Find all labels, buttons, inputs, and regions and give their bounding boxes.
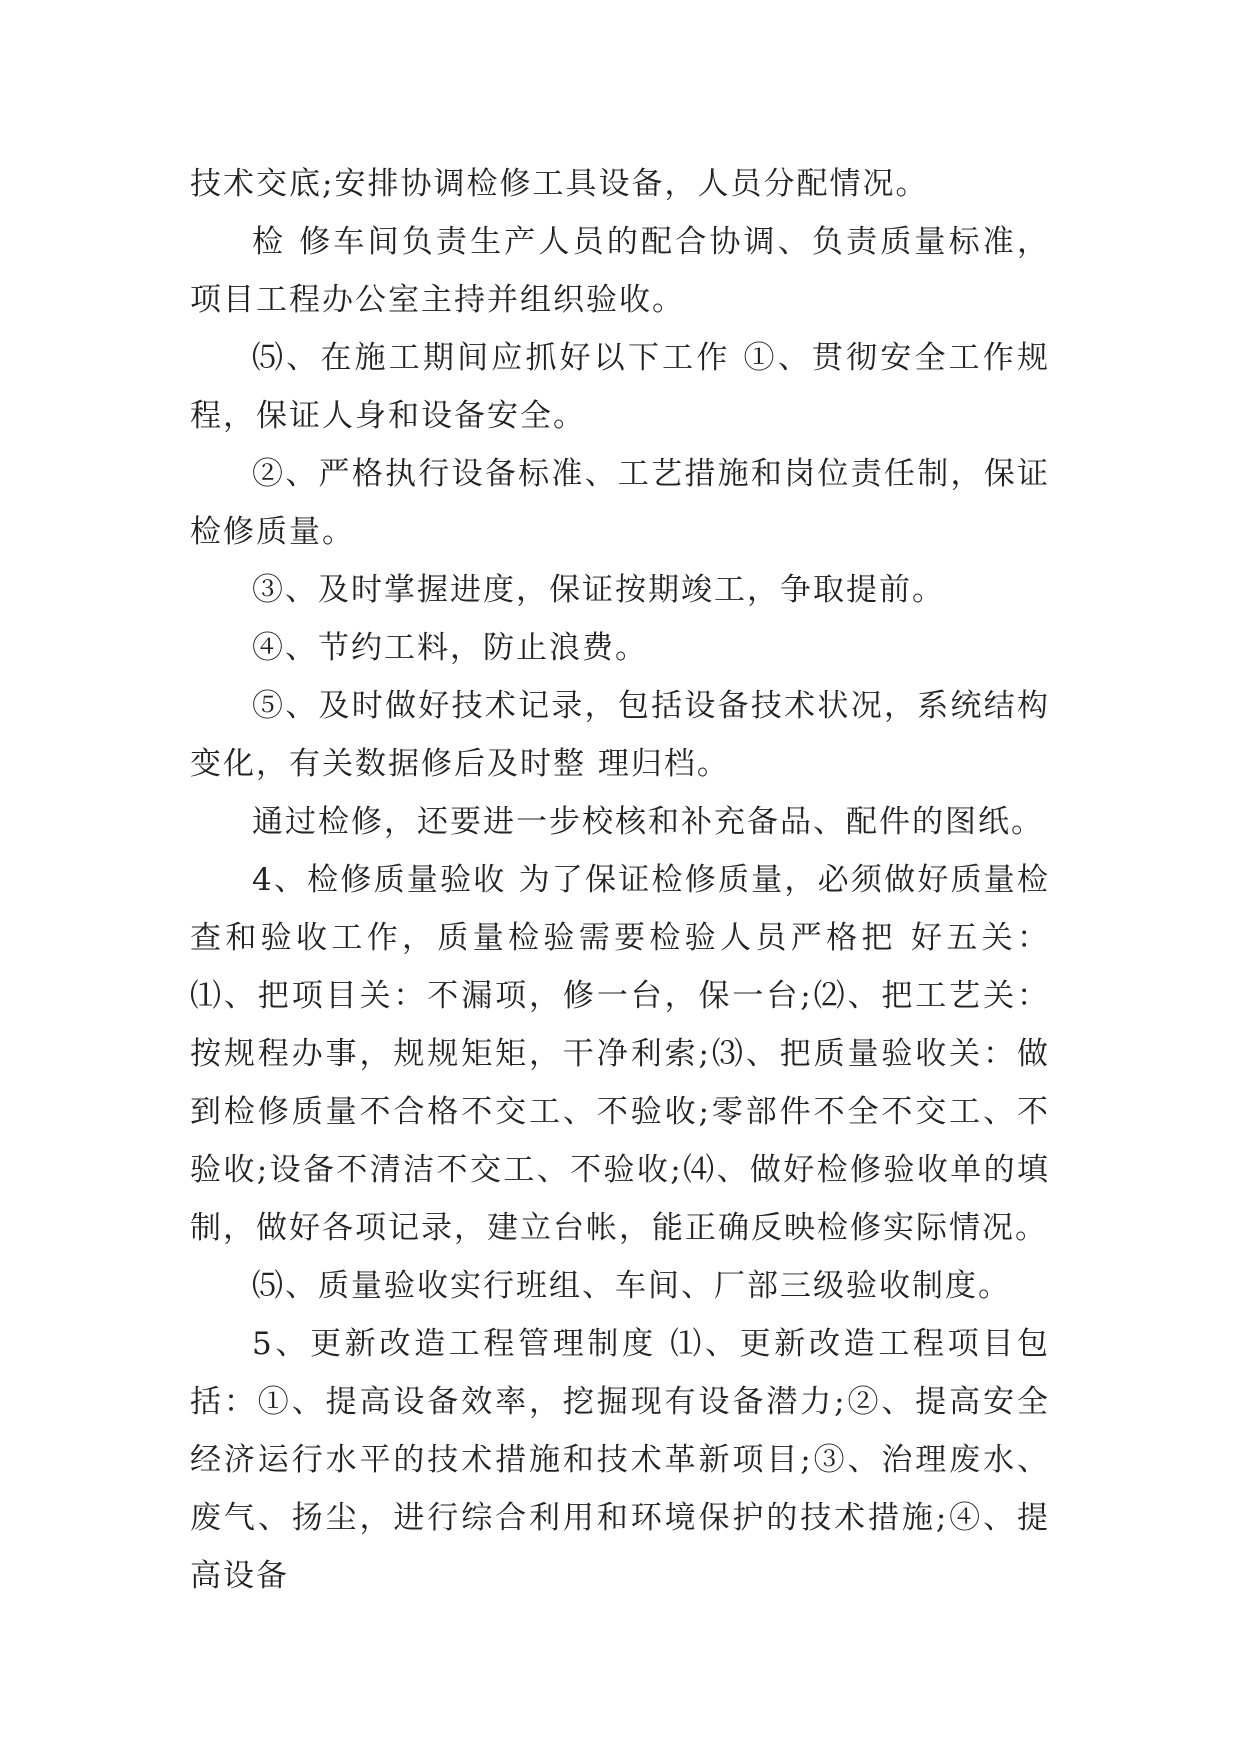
paragraph: ⑸、质量验收实行班组、车间、厂部三级验收制度。 — [252, 1268, 1011, 1304]
paragraph: 技术交底;安排协调检修工具设备，人员分配情况。 — [190, 166, 929, 202]
paragraph: ④、节约工料，防止浪费。 — [252, 630, 648, 666]
paragraph: ③、及时掌握进度，保证按期竣工，争取提前。 — [252, 572, 945, 608]
paragraph: 5、更新改造工程管理制度 ⑴、更新改造工程项目包括：①、提高设备效率，挖掘现有设备潜力;②、提高安全经济运行水平的技术措施和技术革新项目;③、治理废水、废气、扬尘，进行综合利用和环境保护的技术措施;④、提高设备 — [190, 1326, 1050, 1594]
paragraph: 检 修车间负责生产人员的配合协调、负责质量标准，项目工程办公室主持并组织验收。 — [190, 224, 1050, 318]
paragraph: ⑤、及时做好技术记录，包括设备技术状况，系统结构变化，有关数据修后及时整 理归档。 — [190, 688, 1050, 782]
body-text — [190, 155, 1050, 1605]
paragraph: ⑸、在施工期间应抓好以下工作 ①、贯彻安全工作规程，保证人身和设备安全。 — [190, 340, 1050, 434]
paragraph: 4、检修质量验收 为了保证检修质量，必须做好质量检查和验收工作，质量检验需要检验人员严格把 好五关：⑴、把项目关：不漏项，修一台，保一台;⑵、把工艺关：按规程办事，规规矩矩，干净利索;⑶、把质量验收关：做到检修质量不合格不交工、不验收;零部件不全不交工、不 验收;设备不清洁不交工、不验收;⑷、做好检修验收单的填制，做好各项记录，建立台帐，能正确反映检修实际情况。 — [190, 862, 1050, 1246]
paragraph: ②、严格执行设备标准、工艺措施和岗位责任制，保证检修质量。 — [190, 456, 1050, 550]
paragraph: 通过检修，还要进一步校核和补充备品、配件的图纸。 — [252, 804, 1044, 840]
